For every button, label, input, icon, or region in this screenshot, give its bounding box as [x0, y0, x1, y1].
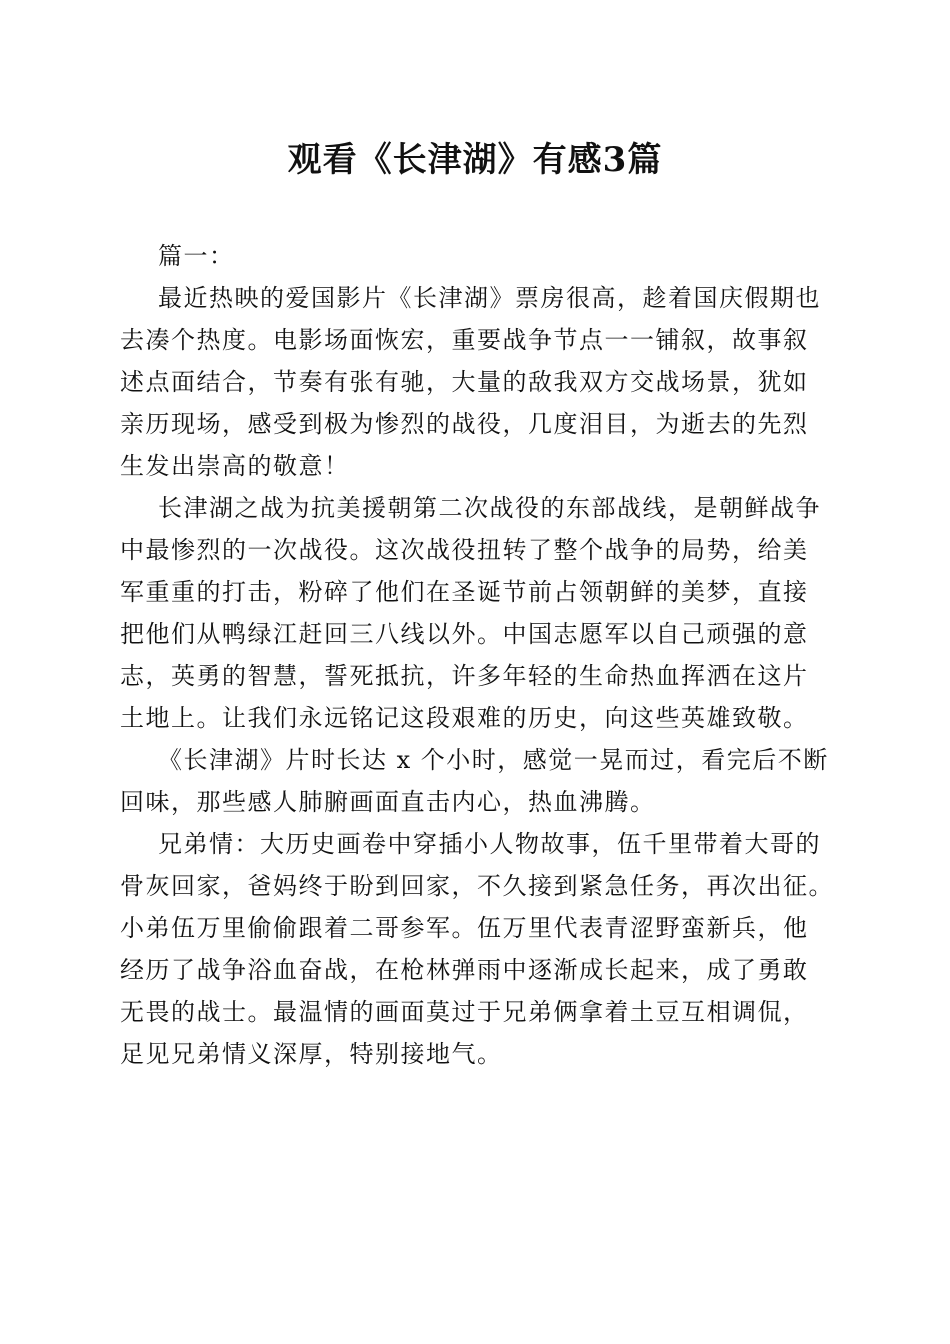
paragraph-1	[120, 277, 835, 487]
paragraph-line: 土地上。让我们永远铭记这段艰难的历史，向这些英雄致敬。	[120, 704, 809, 732]
paragraph-2	[120, 487, 835, 739]
section-heading: 篇一：	[158, 242, 235, 270]
paragraph-line: 小弟伍万里偷偷跟着二哥参军。伍万里代表青涩野蛮新兵，他	[120, 914, 809, 942]
document-body	[120, 235, 835, 1075]
paragraph-line: 述点面结合，节奏有张有驰，大量的敌我双方交战场景，犹如	[120, 368, 809, 396]
paragraph-line: 骨灰回家，爸妈终于盼到回家，不久接到紧急任务，再次出征。	[120, 872, 834, 900]
paragraph-line: 足见兄弟情义深厚，特别接地气。	[120, 1040, 503, 1068]
paragraph-3	[120, 739, 835, 823]
section-heading-paragraph	[120, 235, 835, 277]
paragraph-line: 把他们从鸭绿江赶回三八线以外。中国志愿军以自己顽强的意	[120, 620, 809, 648]
paragraph-line: 回味，那些感人肺腑画面直击内心，热血沸腾。	[120, 788, 656, 816]
paragraph-line: 《长津湖》片时长达 x 个小时，感觉一晃而过，看完后不断	[158, 746, 829, 774]
paragraph-line: 长津湖之战为抗美援朝第二次战役的东部战线，是朝鲜战争	[158, 494, 821, 522]
paragraph-line: 最近热映的爱国影片《长津湖》票房很高，趁着国庆假期也	[158, 284, 821, 312]
paragraph-line: 经历了战争浴血奋战，在枪林弹雨中逐渐成长起来，成了勇敢	[120, 956, 809, 984]
paragraph-line: 志，英勇的智慧，誓死抵抗，许多年轻的生命热血挥洒在这片	[120, 662, 809, 690]
paragraph-line: 军重重的打击，粉碎了他们在圣诞节前占领朝鲜的美梦，直接	[120, 578, 809, 606]
paragraph-line: 兄弟情：大历史画卷中穿插小人物故事，伍千里带着大哥的	[158, 830, 821, 858]
paragraph-line: 中最惨烈的一次战役。这次战役扭转了整个战争的局势，给美	[120, 536, 809, 564]
paragraph-line: 亲历现场，感受到极为惨烈的战役，几度泪目，为逝去的先烈	[120, 410, 809, 438]
paragraph-line: 生发出崇高的敬意！	[120, 452, 350, 480]
paragraph-line: 去凑个热度。电影场面恢宏，重要战争节点一一铺叙，故事叙	[120, 326, 809, 354]
document-title: 观看《长津湖》有感3篇	[287, 140, 663, 180]
paragraph-4	[120, 823, 835, 1075]
paragraph-line: 无畏的战士。最温情的画面莫过于兄弟俩拿着土豆互相调侃，	[120, 998, 809, 1026]
